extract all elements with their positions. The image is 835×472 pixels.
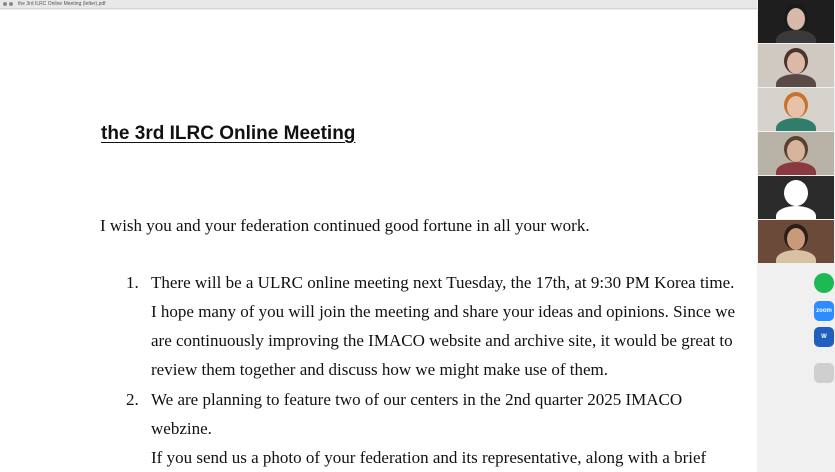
document-title: the 3rd ILRC Online Meeting [101,123,356,144]
list-line: webzine. [151,419,212,438]
participant-body [776,118,816,131]
list-line: We are planning to feature two of our centers in the 2nd quarter 2025 IMACO [151,390,683,409]
participant-body [776,30,816,43]
video-tile-6[interactable] [758,220,834,263]
participant-face [787,228,805,250]
participant-face [787,96,805,118]
participant-body [776,206,816,219]
participant-body [776,250,816,263]
video-tile-4[interactable] [758,132,834,175]
participant-face [787,8,805,30]
zoom-icon[interactable]: zoom [814,301,834,321]
list-line: are continuously improving the IMACO website and archive site, it would be great to [151,331,733,350]
list-line: If you send us a photo of your federation and its representative, along with a brief [151,448,707,467]
participant-body [776,162,816,175]
list-line: There will be a ULRC online meeting next Tuesday, the 17th, at 9:30 PM Korea time. [151,273,735,292]
participant-face [787,52,805,74]
video-tile-3[interactable] [758,88,834,131]
intro-paragraph: I wish you and your federation continued good fortune in all your work. [100,216,590,235]
list-line: review them together and discuss how we might make use of them. [151,360,608,379]
pdf-title-bar [0,0,757,9]
video-tile-1[interactable] [758,0,834,43]
video-tile-5[interactable] [758,176,834,219]
window-control-icon[interactable] [3,2,7,6]
list-line: I hope many of you will join the meeting and share your ideas and opinions. Since we [151,302,736,321]
spotify-icon[interactable] [814,273,834,293]
list-number: 1. [126,273,139,292]
participant-face [787,184,805,206]
trash-icon[interactable] [814,363,834,383]
video-tile-2[interactable] [758,44,834,87]
participant-face [787,140,805,162]
word-icon[interactable]: W [814,327,834,347]
window-control-icon[interactable] [9,2,13,6]
file-title: the 3rd ILRC Online Meeting (letter).pdf [18,1,106,7]
participant-body [776,74,816,87]
list-number: 2. [126,390,139,409]
